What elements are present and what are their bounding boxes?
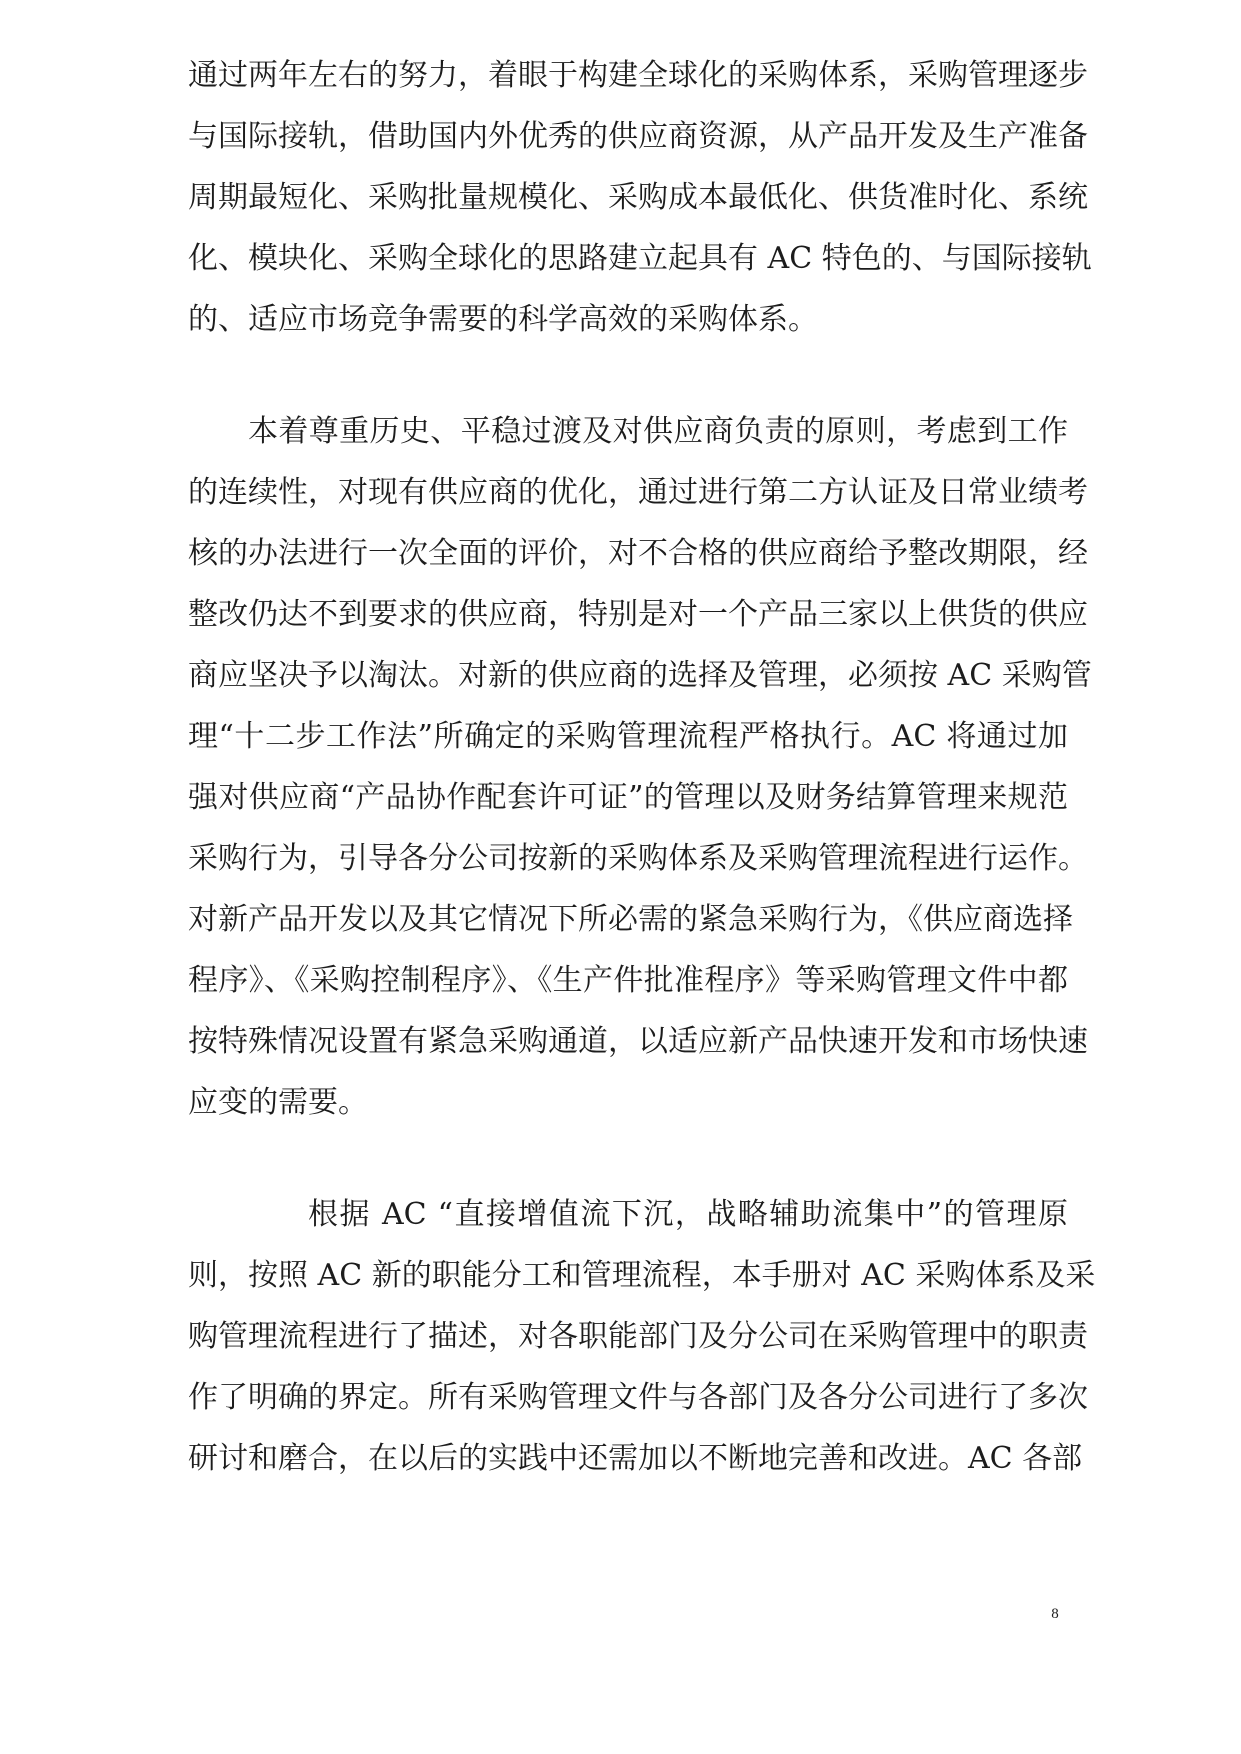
paragraph-3-line-1: 根据 AC “直接增值流下沉，战略辅助流集中”的管理原 [308,1197,1068,1232]
paragraph-3-line-4: 作了明确的界定。所有采购管理文件与各部门及各分公司进行了多次 [188,1380,1088,1415]
paragraph-2-line-5: 商应坚决予以淘汰。对新的供应商的选择及管理，必须按 AC 采购管 [188,658,1092,693]
paragraph-2-line-2: 的连续性，对现有供应商的优化，通过进行第二方认证及日常业绩考 [188,475,1088,510]
paragraph-2-line-12: 应变的需要。 [188,1085,368,1120]
paragraph-2-line-11: 按特殊情况设置有紧急采购通道，以适应新产品快速开发和市场快速 [188,1024,1088,1059]
page-number: 8 [1051,1606,1059,1622]
paragraph-3-line-2: 则，按照 AC 新的职能分工和管理流程，本手册对 AC 采购体系及采 [188,1258,1096,1293]
paragraph-3-line-5: 研讨和磨合，在以后的实践中还需加以不断地完善和改进。AC 各部 [188,1441,1083,1476]
paragraph-2-line-6: 理“十二步工作法”所确定的采购管理流程严格执行。AC 将通过加 [188,719,1068,754]
paragraph-1-line-3: 周期最短化、采购批量规模化、采购成本最低化、供货准时化、系统 [188,180,1088,215]
paragraph-2-line-9: 对新产品开发以及其它情况下所必需的紧急采购行为，《供应商选择 [188,902,1073,937]
paragraph-1-line-4: 化、模块化、采购全球化的思路建立起具有 AC 特色的、与国际接轨 [188,241,1092,276]
paragraph-2-line-1: 本着尊重历史、平稳过渡及对供应商负责的原则，考虑到工作 [248,414,1068,449]
paragraph-2-line-4: 整改仍达不到要求的供应商，特别是对一个产品三家以上供货的供应 [188,597,1088,632]
paragraph-2-line-7: 强对供应商“产品协作配套许可证”的管理以及财务结算管理来规范 [188,780,1068,815]
paragraph-1-line-2: 与国际接轨，借助国内外优秀的供应商资源，从产品开发及生产准备 [188,119,1088,154]
paragraph-2-line-8: 采购行为，引导各分公司按新的采购体系及采购管理流程进行运作。 [188,841,1088,876]
paragraph-1-line-5: 的、适应市场竞争需要的科学高效的采购体系。 [188,302,818,337]
paragraph-1-line-1: 通过两年左右的努力，着眼于构建全球化的采购体系，采购管理逐步 [188,58,1088,93]
paragraph-3-line-3: 购管理流程进行了描述，对各职能部门及分公司在采购管理中的职责 [188,1319,1088,1354]
paragraph-2-line-3: 核的办法进行一次全面的评价，对不合格的供应商给予整改期限，经 [188,536,1088,571]
paragraph-2-line-10: 程序》、《采购控制程序》、《生产件批准程序》等采购管理文件中都 [188,963,1068,998]
